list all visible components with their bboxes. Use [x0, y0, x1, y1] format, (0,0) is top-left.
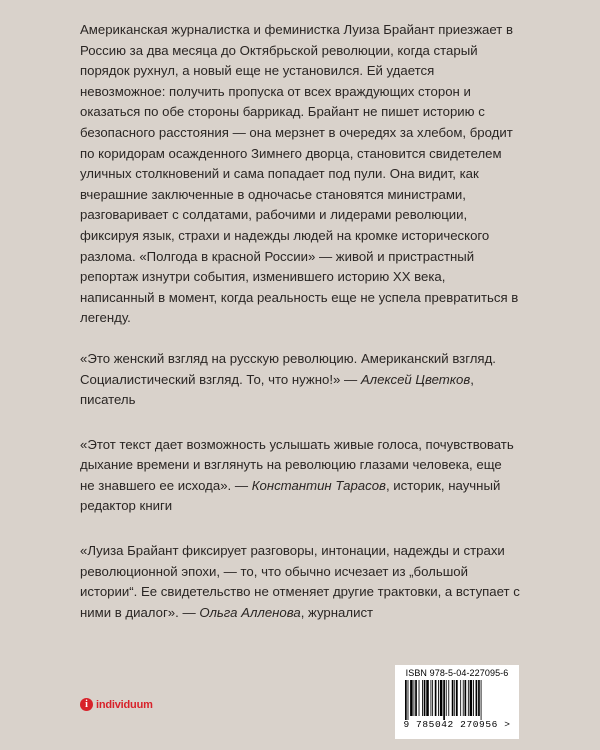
barcode-bar [460, 680, 461, 716]
quote-3-author: Ольга Алленова [199, 604, 301, 620]
barcode-bar [414, 680, 415, 716]
barcode-bar [424, 680, 426, 716]
quote-3-text: «Луиза Брайант фиксирует разговоры, интонации, надежды и страхи революционной эпохи, — то, что обычно исчезает из „большой истории“. Ее свидетельство не отменяет другие трактовки, а вступает с ними в диалог». — [80, 543, 520, 620]
barcode-digits: 9 785042 270956 > [403, 719, 511, 730]
barcode-bar [435, 680, 437, 716]
barcode-bar [448, 680, 449, 716]
quote-1 [80, 349, 520, 411]
barcode-bar [468, 680, 469, 716]
isbn-label: ISBN 978-5-04-227095-6 [405, 668, 509, 678]
barcode-bar [456, 680, 458, 716]
barcode-bar [443, 680, 445, 720]
barcode-bar [431, 680, 432, 716]
quote-3-role: , журналист [300, 604, 374, 620]
barcode-bar [463, 680, 464, 716]
quote-1-text: «Это женский взгляд на русскую революцию. Американский взгляд. Социалистический взгляд. То, что нужно!» — [80, 350, 496, 387]
publisher-logo [80, 698, 153, 711]
barcode-bar [465, 680, 467, 716]
barcode-bar [432, 680, 433, 716]
publisher-logo-icon: i [80, 698, 93, 711]
barcode-bar [440, 680, 443, 716]
barcode-bar [415, 680, 417, 716]
quote-2 [80, 435, 520, 517]
quote-2-text: «Этот текст дает возможность услышать живые голоса, почувствовать дыхание времени и взглянуть на революцию глазами человека, еще не знавшего ее исхода». — [80, 436, 514, 493]
barcode-bar [473, 680, 474, 716]
barcode-bar [426, 680, 429, 716]
barcode-bar [419, 680, 420, 716]
quote-3 [80, 541, 520, 623]
barcode-icon [399, 680, 515, 720]
quote-2-role: , историк, научный редактор книги [80, 477, 501, 514]
barcode-bar [478, 680, 480, 716]
barcode-bar [438, 680, 439, 716]
barcode-bar [410, 680, 413, 716]
description-paragraph: Американская журналистка и феминистка Луиза Брайант приезжает в Россию за два месяца до Октябрьской революции, когда старый порядок рухнул, а новый еще не установился. Ей удается невозможное: получить пропуска от всех враждующих сторон и оказаться по обе стороны баррикад. Брайант не пишет историю с безопасного расстояния — она мерзнет в очередях за хлебом, бродит по коридорам осажденного Зимнего дворца, становится свидетелем уличных столкновений и сама попадает под пули. Она видит, как вчерашние заключенные в одночасье становятся министрами, разговаривает с солдатами, рабочими и лидерами революции, фиксируя язык, страхи и надежды людей на кромке исторического разлома. «Полгода в красной России» — живой и пристрастный репортаж изнутри события, изменившего историю XX века, написанный в момент, когда реальность еще не успела превратиться в легенду. [80, 22, 519, 326]
barcode-bar [481, 680, 482, 720]
barcode-bar [470, 680, 473, 716]
barcode-bar [454, 680, 455, 716]
quote-1-author: Алексей Цветков [360, 371, 471, 387]
back-cover-text [80, 20, 520, 647]
publisher-name: individuum [96, 698, 153, 711]
barcode-bar [408, 680, 409, 720]
barcode-bar [405, 680, 407, 720]
quote-2-author: Константин Тарасов [251, 477, 386, 493]
barcode-bar [446, 680, 447, 716]
barcode-block [395, 665, 519, 739]
barcode-bar [476, 680, 478, 716]
quote-1-role: , писатель [80, 371, 474, 408]
barcode-bar [422, 680, 423, 716]
barcode-bar [452, 680, 454, 716]
